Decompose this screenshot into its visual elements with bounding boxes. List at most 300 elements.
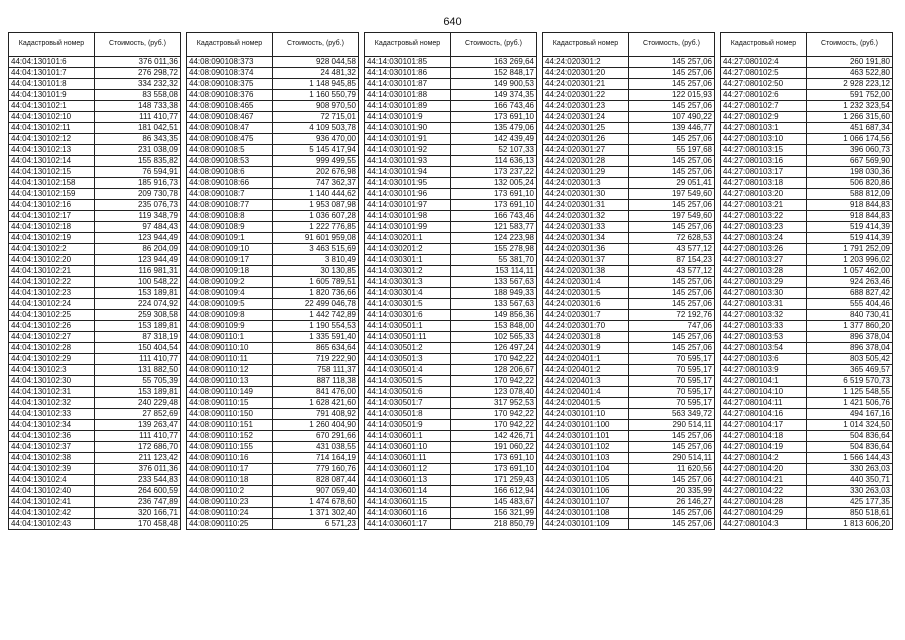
table-row xyxy=(543,453,715,464)
cadastral-number: 44:14:030101:90 xyxy=(365,123,451,134)
table-row xyxy=(9,420,181,431)
cost-value: 139 263,47 xyxy=(95,420,181,431)
table-row xyxy=(721,486,893,497)
cadastral-number: 44:27:080103:28 xyxy=(721,266,807,277)
cadastral-number: 44:14:030301:4 xyxy=(365,288,451,299)
cadastral-number: 44:08:090110:17 xyxy=(187,464,273,475)
table-row xyxy=(721,68,893,79)
table-row xyxy=(721,200,893,211)
cadastral-table xyxy=(364,32,537,530)
table-row xyxy=(543,343,715,354)
table-row xyxy=(543,310,715,321)
cost-value: 145 483,67 xyxy=(451,497,537,508)
cadastral-number: 44:04:130102:39 xyxy=(9,464,95,475)
table-row xyxy=(721,167,893,178)
cadastral-number: 44:08:090109:1 xyxy=(187,233,273,244)
table-row xyxy=(721,255,893,266)
cadastral-number: 44:04:130102:159 xyxy=(9,189,95,200)
cost-value: 55 197,68 xyxy=(629,145,715,156)
cost-value: 259 308,58 xyxy=(95,310,181,321)
table-row xyxy=(721,442,893,453)
cadastral-number: 44:08:090110:13 xyxy=(187,376,273,387)
page-number: 640 xyxy=(443,16,462,28)
cadastral-number: 44:04:130102:40 xyxy=(9,486,95,497)
table-row xyxy=(721,134,893,145)
header-cost: Стоимость, (руб.) xyxy=(629,33,715,57)
cost-value: 153 189,81 xyxy=(95,387,181,398)
cost-value: 111 410,77 xyxy=(95,354,181,365)
cost-value: 928 044,58 xyxy=(273,57,359,68)
cadastral-number: 44:27:080104:29 xyxy=(721,508,807,519)
cadastral-number: 44:24:030101:104 xyxy=(543,464,629,475)
cost-value: 173 691,10 xyxy=(451,464,537,475)
table-row xyxy=(721,475,893,486)
cost-value: 3 463 515,69 xyxy=(273,244,359,255)
table-row xyxy=(187,211,359,222)
table-row xyxy=(365,387,537,398)
cost-value: 166 612,94 xyxy=(451,486,537,497)
cadastral-number: 44:04:130102:32 xyxy=(9,398,95,409)
table-row xyxy=(721,288,893,299)
cost-value: 240 229,48 xyxy=(95,398,181,409)
table-row xyxy=(187,299,359,310)
cost-value: 191 060,22 xyxy=(451,442,537,453)
cadastral-number: 44:14:030501:11 xyxy=(365,332,451,343)
table-row xyxy=(721,431,893,442)
cadastral-number: 44:27:080102:4 xyxy=(721,57,807,68)
cost-value: 153 189,81 xyxy=(95,321,181,332)
cadastral-number: 44:08:090109:2 xyxy=(187,277,273,288)
table-row xyxy=(187,387,359,398)
table-row xyxy=(543,68,715,79)
cost-value: 72 715,01 xyxy=(273,112,359,123)
cost-value: 173 691,10 xyxy=(451,200,537,211)
cadastral-number: 44:04:130102:12 xyxy=(9,134,95,145)
cost-value: 747,06 xyxy=(629,321,715,332)
cost-value: 197 549,60 xyxy=(629,211,715,222)
cost-value: 908 970,50 xyxy=(273,101,359,112)
cadastral-number: 44:08:090108:47 xyxy=(187,123,273,134)
table-row xyxy=(9,266,181,277)
cadastral-number: 44:04:130102:20 xyxy=(9,255,95,266)
cadastral-number: 44:27:080103:26 xyxy=(721,244,807,255)
table-row xyxy=(721,387,893,398)
cadastral-number: 44:27:080102:7 xyxy=(721,101,807,112)
cadastral-number: 44:27:080102:50 xyxy=(721,79,807,90)
cost-value: 124 223,98 xyxy=(451,233,537,244)
cadastral-number: 44:08:090109:5 xyxy=(187,299,273,310)
cadastral-number: 44:04:130102:29 xyxy=(9,354,95,365)
cost-value: 841 476,00 xyxy=(273,387,359,398)
cost-value: 142 439,49 xyxy=(451,134,537,145)
cadastral-number: 44:08:090108:53 xyxy=(187,156,273,167)
table-row xyxy=(721,145,893,156)
table-row xyxy=(9,398,181,409)
table-row xyxy=(365,244,537,255)
table-row xyxy=(543,475,715,486)
cadastral-number: 44:04:130101:7 xyxy=(9,68,95,79)
cost-value: 1 953 087,98 xyxy=(273,200,359,211)
table-row xyxy=(543,145,715,156)
cost-value: 139 446,77 xyxy=(629,123,715,134)
table-row xyxy=(9,57,181,68)
table-row xyxy=(187,79,359,90)
cost-value: 209 730,78 xyxy=(95,189,181,200)
table-row xyxy=(9,409,181,420)
cost-value: 1 820 736,66 xyxy=(273,288,359,299)
cadastral-number: 44:27:080104:28 xyxy=(721,497,807,508)
cost-value: 145 257,06 xyxy=(629,222,715,233)
table-row xyxy=(187,365,359,376)
cost-value: 145 257,06 xyxy=(629,156,715,167)
table-row xyxy=(365,167,537,178)
cadastral-number: 44:14:030301:2 xyxy=(365,266,451,277)
cadastral-number: 44:08:090110:25 xyxy=(187,519,273,530)
cost-value: 86 204,09 xyxy=(95,244,181,255)
table-row xyxy=(721,519,893,530)
table-row xyxy=(365,123,537,134)
table-row xyxy=(365,409,537,420)
cost-value: 3 810,49 xyxy=(273,255,359,266)
table-row xyxy=(365,354,537,365)
cadastral-number: 44:27:080103:24 xyxy=(721,233,807,244)
cadastral-number: 44:24:030101:100 xyxy=(543,420,629,431)
table-row xyxy=(543,200,715,211)
cost-value: 116 981,31 xyxy=(95,266,181,277)
table-row xyxy=(365,266,537,277)
table-row xyxy=(543,79,715,90)
cadastral-number: 44:04:130102:18 xyxy=(9,222,95,233)
cadastral-number: 44:08:090108:465 xyxy=(187,101,273,112)
cadastral-number: 44:14:030101:85 xyxy=(365,57,451,68)
cadastral-number: 44:27:080104:18 xyxy=(721,431,807,442)
cadastral-number: 44:08:090108:77 xyxy=(187,200,273,211)
cadastral-number: 44:04:130102:26 xyxy=(9,321,95,332)
cadastral-number: 44:14:030301:5 xyxy=(365,299,451,310)
table-row xyxy=(721,178,893,189)
cadastral-table xyxy=(8,32,181,530)
cost-value: 133 567,63 xyxy=(451,299,537,310)
table-row xyxy=(365,486,537,497)
header-cadastral: Кадастровый номер xyxy=(187,33,273,57)
cost-value: 20 335,99 xyxy=(629,486,715,497)
cost-value: 803 505,42 xyxy=(807,354,893,365)
table-row xyxy=(365,134,537,145)
cadastral-number: 44:24:020301:30 xyxy=(543,189,629,200)
cadastral-number: 44:27:080104:11 xyxy=(721,398,807,409)
cost-value: 1 377 860,20 xyxy=(807,321,893,332)
cost-value: 145 257,06 xyxy=(629,431,715,442)
table-row xyxy=(9,178,181,189)
cadastral-number: 44:14:030101:87 xyxy=(365,79,451,90)
cost-value: 170 942,22 xyxy=(451,376,537,387)
cadastral-number: 44:27:080104:17 xyxy=(721,420,807,431)
cost-value: 155 278,98 xyxy=(451,244,537,255)
cadastral-number: 44:14:030201:1 xyxy=(365,233,451,244)
table-row xyxy=(187,354,359,365)
table-row xyxy=(721,233,893,244)
cadastral-number: 44:27:080103:9 xyxy=(721,365,807,376)
table-row xyxy=(543,398,715,409)
table-row xyxy=(365,145,537,156)
table-row xyxy=(543,299,715,310)
cadastral-number: 44:14:030501:3 xyxy=(365,354,451,365)
table-row xyxy=(187,200,359,211)
cost-value: 1 222 776,85 xyxy=(273,222,359,233)
cadastral-number: 44:24:020301:3 xyxy=(543,178,629,189)
cadastral-number: 44:27:080104:3 xyxy=(721,519,807,530)
cost-value: 70 595,17 xyxy=(629,354,715,365)
cost-value: 1 421 506,76 xyxy=(807,398,893,409)
cost-value: 145 257,06 xyxy=(629,200,715,211)
cadastral-number: 44:08:090109:18 xyxy=(187,266,273,277)
cost-value: 2 928 223,12 xyxy=(807,79,893,90)
cadastral-number: 44:08:090108:374 xyxy=(187,68,273,79)
cadastral-number: 44:04:130102:13 xyxy=(9,145,95,156)
cadastral-number: 44:14:030101:93 xyxy=(365,156,451,167)
cost-value: 55 381,70 xyxy=(451,255,537,266)
table-row xyxy=(721,310,893,321)
table-row xyxy=(543,255,715,266)
cadastral-number: 44:04:130101:8 xyxy=(9,79,95,90)
cost-value: 1 566 144,43 xyxy=(807,453,893,464)
cost-value: 320 166,71 xyxy=(95,508,181,519)
cost-value: 1 791 252,09 xyxy=(807,244,893,255)
table-row xyxy=(543,288,715,299)
cost-value: 27 852,69 xyxy=(95,409,181,420)
cadastral-number: 44:24:020301:9 xyxy=(543,343,629,354)
table-row xyxy=(187,222,359,233)
cadastral-number: 44:27:080103:53 xyxy=(721,332,807,343)
cadastral-number: 44:24:020301:32 xyxy=(543,211,629,222)
cost-value: 155 835,82 xyxy=(95,156,181,167)
cadastral-number: 44:04:130102:31 xyxy=(9,387,95,398)
cost-value: 163 269,64 xyxy=(451,57,537,68)
table-row xyxy=(187,101,359,112)
table-row xyxy=(365,321,537,332)
cost-value: 1 628 421,60 xyxy=(273,398,359,409)
cost-value: 5 145 417,94 xyxy=(273,145,359,156)
cadastral-number: 44:27:080104:22 xyxy=(721,486,807,497)
cadastral-number: 44:14:030601:17 xyxy=(365,519,451,530)
table-row xyxy=(365,156,537,167)
cadastral-number: 44:24:020301:2 xyxy=(543,57,629,68)
cadastral-number: 44:08:090110:155 xyxy=(187,442,273,453)
cadastral-number: 44:14:030101:95 xyxy=(365,178,451,189)
cadastral-number: 44:24:020401:5 xyxy=(543,398,629,409)
table-row xyxy=(187,321,359,332)
cost-value: 188 949,33 xyxy=(451,288,537,299)
table-row xyxy=(187,508,359,519)
table-row xyxy=(9,343,181,354)
cadastral-number: 44:24:020301:34 xyxy=(543,233,629,244)
cost-value: 145 257,06 xyxy=(629,68,715,79)
table-row xyxy=(365,475,537,486)
table-row xyxy=(187,332,359,343)
cost-value: 330 263,03 xyxy=(807,464,893,475)
cost-value: 1 036 607,28 xyxy=(273,211,359,222)
cadastral-number: 44:27:080103:10 xyxy=(721,134,807,145)
cost-value: 76 594,91 xyxy=(95,167,181,178)
cadastral-number: 44:24:020301:36 xyxy=(543,244,629,255)
cost-value: 1 813 606,20 xyxy=(807,519,893,530)
cost-value: 758 111,37 xyxy=(273,365,359,376)
cost-value: 170 942,22 xyxy=(451,354,537,365)
cadastral-number: 44:08:090108:5 xyxy=(187,145,273,156)
cadastral-number: 44:08:090109:17 xyxy=(187,255,273,266)
table-row xyxy=(543,167,715,178)
table-row xyxy=(187,442,359,453)
cost-value: 1 474 678,60 xyxy=(273,497,359,508)
cadastral-number: 44:04:130102:15 xyxy=(9,167,95,178)
cost-value: 119 348,79 xyxy=(95,211,181,222)
cost-value: 153 848,00 xyxy=(451,321,537,332)
table-row xyxy=(721,299,893,310)
cost-value: 667 569,90 xyxy=(807,156,893,167)
table-row xyxy=(187,189,359,200)
cost-value: 828 087,44 xyxy=(273,475,359,486)
cadastral-number: 44:14:030101:9 xyxy=(365,112,451,123)
cadastral-number: 44:08:090110:10 xyxy=(187,343,273,354)
table-row xyxy=(365,288,537,299)
table-row xyxy=(543,112,715,123)
cost-value: 260 191,80 xyxy=(807,57,893,68)
cadastral-number: 44:24:020301:7 xyxy=(543,310,629,321)
table-row xyxy=(187,464,359,475)
cost-value: 132 005,24 xyxy=(451,178,537,189)
cadastral-number: 44:04:130102:2 xyxy=(9,244,95,255)
cost-value: 145 257,06 xyxy=(629,167,715,178)
table-row xyxy=(187,277,359,288)
cadastral-number: 44:04:130102:16 xyxy=(9,200,95,211)
table-row xyxy=(9,442,181,453)
header-cadastral: Кадастровый номер xyxy=(721,33,807,57)
cadastral-number: 44:04:130102:37 xyxy=(9,442,95,453)
table-row xyxy=(721,57,893,68)
cadastral-table xyxy=(186,32,359,530)
table-row xyxy=(9,486,181,497)
cost-value: 330 263,03 xyxy=(807,486,893,497)
cadastral-number: 44:08:090108:467 xyxy=(187,112,273,123)
cost-value: 376 011,36 xyxy=(95,57,181,68)
cadastral-number: 44:14:030301:6 xyxy=(365,310,451,321)
cadastral-number: 44:08:090110:16 xyxy=(187,453,273,464)
table-row xyxy=(9,189,181,200)
cost-value: 70 595,17 xyxy=(629,376,715,387)
table-row xyxy=(543,134,715,145)
cadastral-number: 44:14:030101:97 xyxy=(365,200,451,211)
table-row xyxy=(543,332,715,343)
table-row xyxy=(721,365,893,376)
table-row xyxy=(187,453,359,464)
cost-value: 396 060,73 xyxy=(807,145,893,156)
cadastral-number: 44:04:130102:30 xyxy=(9,376,95,387)
cadastral-number: 44:14:030501:7 xyxy=(365,398,451,409)
table-row xyxy=(721,90,893,101)
table-row xyxy=(187,519,359,530)
cadastral-number: 44:04:130101:6 xyxy=(9,57,95,68)
cost-value: 1 057 462,00 xyxy=(807,266,893,277)
cadastral-table xyxy=(542,32,715,530)
cost-value: 999 499,55 xyxy=(273,156,359,167)
cadastral-number: 44:14:030101:89 xyxy=(365,101,451,112)
cost-value: 173 691,10 xyxy=(451,112,537,123)
cost-value: 506 820,86 xyxy=(807,178,893,189)
cost-value: 11 620,56 xyxy=(629,464,715,475)
table-row xyxy=(9,101,181,112)
table-row xyxy=(543,464,715,475)
cost-value: 166 743,46 xyxy=(451,101,537,112)
cost-value: 1 232 323,54 xyxy=(807,101,893,112)
cost-value: 145 257,06 xyxy=(629,79,715,90)
cadastral-number: 44:14:030601:11 xyxy=(365,453,451,464)
table-row xyxy=(187,288,359,299)
table-row xyxy=(9,497,181,508)
cost-value: 504 836,64 xyxy=(807,431,893,442)
cadastral-number: 44:04:130102:36 xyxy=(9,431,95,442)
cadastral-number: 44:14:030501:9 xyxy=(365,420,451,431)
cadastral-number: 44:08:090109:9 xyxy=(187,321,273,332)
table-row xyxy=(543,90,715,101)
table-row xyxy=(187,90,359,101)
cadastral-number: 44:14:030101:99 xyxy=(365,222,451,233)
cost-value: 170 942,22 xyxy=(451,420,537,431)
cadastral-number: 44:24:030101:102 xyxy=(543,442,629,453)
cadastral-number: 44:24:020301:5 xyxy=(543,288,629,299)
cost-value: 924 263,46 xyxy=(807,277,893,288)
cost-value: 1 371 302,40 xyxy=(273,508,359,519)
cadastral-number: 44:24:030101:107 xyxy=(543,497,629,508)
table-row xyxy=(9,288,181,299)
cadastral-number: 44:14:030201:2 xyxy=(365,244,451,255)
table-row xyxy=(9,167,181,178)
table-row xyxy=(721,244,893,255)
cost-value: 166 743,46 xyxy=(451,211,537,222)
table-row xyxy=(187,310,359,321)
cadastral-number: 44:04:130102:23 xyxy=(9,288,95,299)
cost-value: 72 192,76 xyxy=(629,310,715,321)
cadastral-number: 44:24:020301:27 xyxy=(543,145,629,156)
cadastral-number: 44:14:030601:13 xyxy=(365,475,451,486)
cost-value: 145 257,06 xyxy=(629,508,715,519)
table-row xyxy=(9,376,181,387)
cadastral-number: 44:27:080103:54 xyxy=(721,343,807,354)
cadastral-number: 44:08:090108:6 xyxy=(187,167,273,178)
cadastral-number: 44:14:030301:3 xyxy=(365,277,451,288)
cadastral-number: 44:24:020301:37 xyxy=(543,255,629,266)
cost-value: 149 374,35 xyxy=(451,90,537,101)
cadastral-number: 44:08:090110:11 xyxy=(187,354,273,365)
table-row xyxy=(365,310,537,321)
cost-value: 86 343,35 xyxy=(95,134,181,145)
cadastral-number: 44:27:080104:16 xyxy=(721,409,807,420)
table-row xyxy=(721,321,893,332)
cost-value: 97 484,43 xyxy=(95,222,181,233)
cost-value: 123 944,49 xyxy=(95,255,181,266)
table-row xyxy=(9,299,181,310)
cost-value: 365 469,57 xyxy=(807,365,893,376)
table-row xyxy=(365,431,537,442)
cost-value: 907 059,40 xyxy=(273,486,359,497)
table-row xyxy=(365,112,537,123)
table-row xyxy=(187,376,359,387)
cadastral-number: 44:27:080104:21 xyxy=(721,475,807,486)
table-row xyxy=(721,266,893,277)
cost-value: 70 595,17 xyxy=(629,387,715,398)
cost-value: 171 259,43 xyxy=(451,475,537,486)
cadastral-number: 44:04:130102:14 xyxy=(9,156,95,167)
table-row xyxy=(187,156,359,167)
